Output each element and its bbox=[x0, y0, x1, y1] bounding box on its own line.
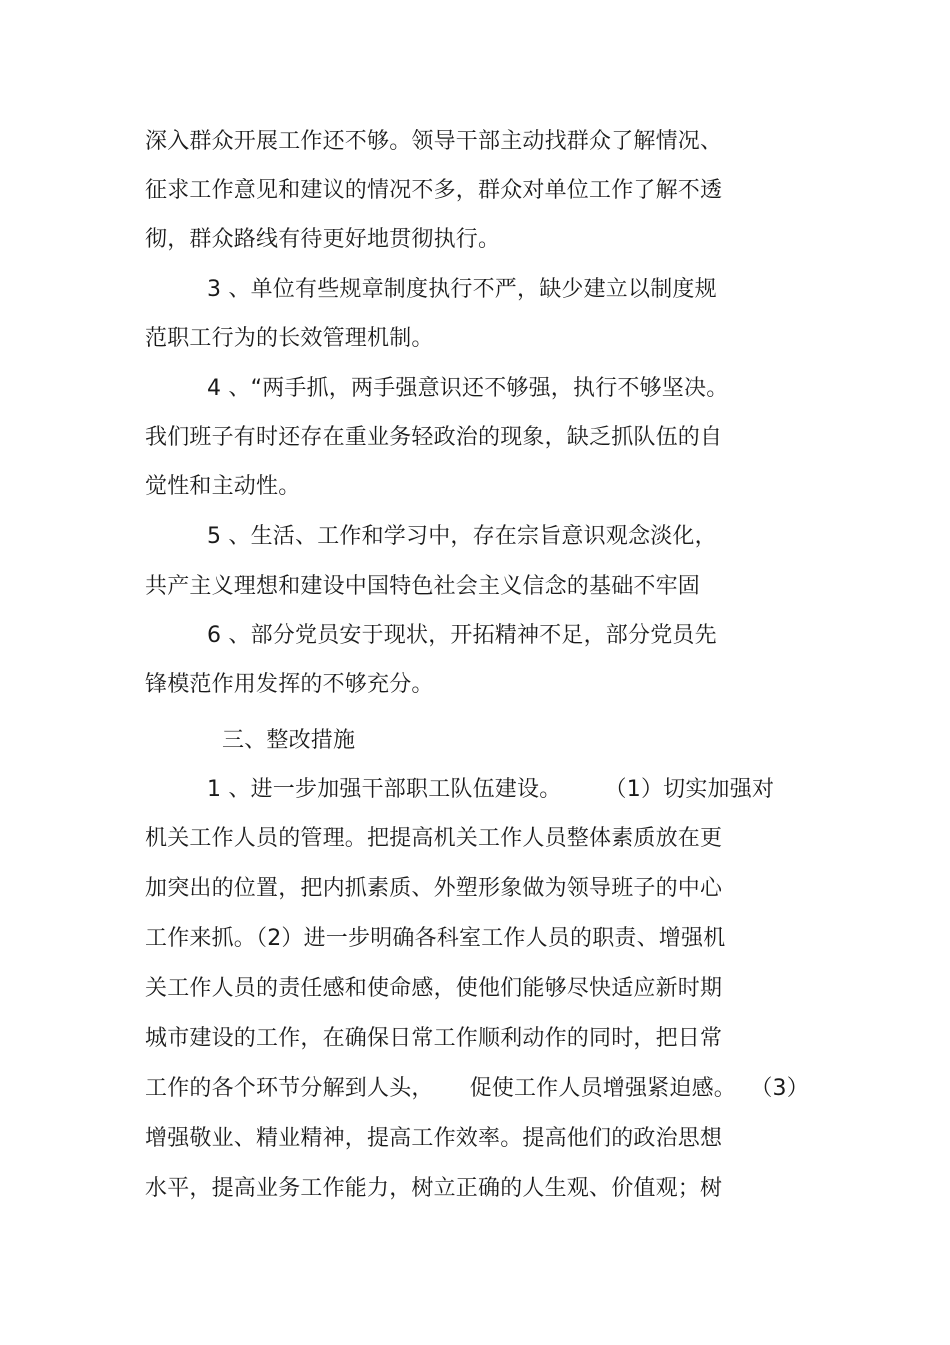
text-line: 觉性和主动性。 bbox=[145, 474, 301, 499]
text-line: 城市建设的工作，在确保日常工作顺利动作的同时，把日常 bbox=[145, 1026, 723, 1051]
text-line: 1 、进一步加强干部职工队伍建设。 （1）切实加强对 bbox=[207, 777, 775, 802]
text-line: 工作的各个环节分解到人头， 促使工作人员增强紧迫感。 （3） bbox=[145, 1076, 809, 1101]
text-line: 5 、生活、工作和学习中，存在宗旨意识观念淡化， bbox=[207, 524, 717, 549]
text-line: 4 、“两手抓，两手强意识还不够强，执行不够坚决。 bbox=[207, 376, 729, 401]
text-line: 彻，群众路线有待更好地贯彻执行。 bbox=[145, 227, 501, 252]
text-line: 机关工作人员的管理。把提高机关工作人员整体素质放在更 bbox=[145, 826, 723, 851]
text-line: 共产主义理想和建设中国特色社会主义信念的基础不牢固 bbox=[145, 574, 701, 599]
text-line: 增强敬业、精业精神，提高工作效率。提高他们的政治思想 bbox=[145, 1126, 723, 1151]
text-line: 关工作人员的责任感和使命感，使他们能够尽快适应新时期 bbox=[145, 976, 723, 1001]
text-line: 我们班子有时还存在重业务轻政治的现象，缺乏抓队伍的自 bbox=[145, 425, 723, 450]
text-line: 工作来抓。（2）进一步明确各科室工作人员的职责、增强机 bbox=[145, 926, 726, 951]
text-line: 加突出的位置，把内抓素质、外塑形象做为领导班子的中心 bbox=[145, 876, 723, 901]
text-line: 6 、部分党员安于现状，开拓精神不足，部分党员先 bbox=[207, 623, 717, 648]
text-line: 锋模范作用发挥的不够充分。 bbox=[145, 672, 434, 697]
text-line: 征求工作意见和建议的情况不多，群众对单位工作了解不透 bbox=[145, 178, 723, 203]
text-line: 范职工行为的长效管理机制。 bbox=[145, 326, 434, 351]
text-line: 3 、单位有些规章制度执行不严，缺少建立以制度规 bbox=[207, 277, 717, 302]
text-line: 深入群众开展工作还不够。领导干部主动找群众了解情况、 bbox=[145, 129, 723, 154]
section-heading: 三、整改措施 bbox=[222, 728, 356, 753]
text-line: 水平，提高业务工作能力，树立正确的人生观、价值观；树 bbox=[145, 1176, 723, 1201]
